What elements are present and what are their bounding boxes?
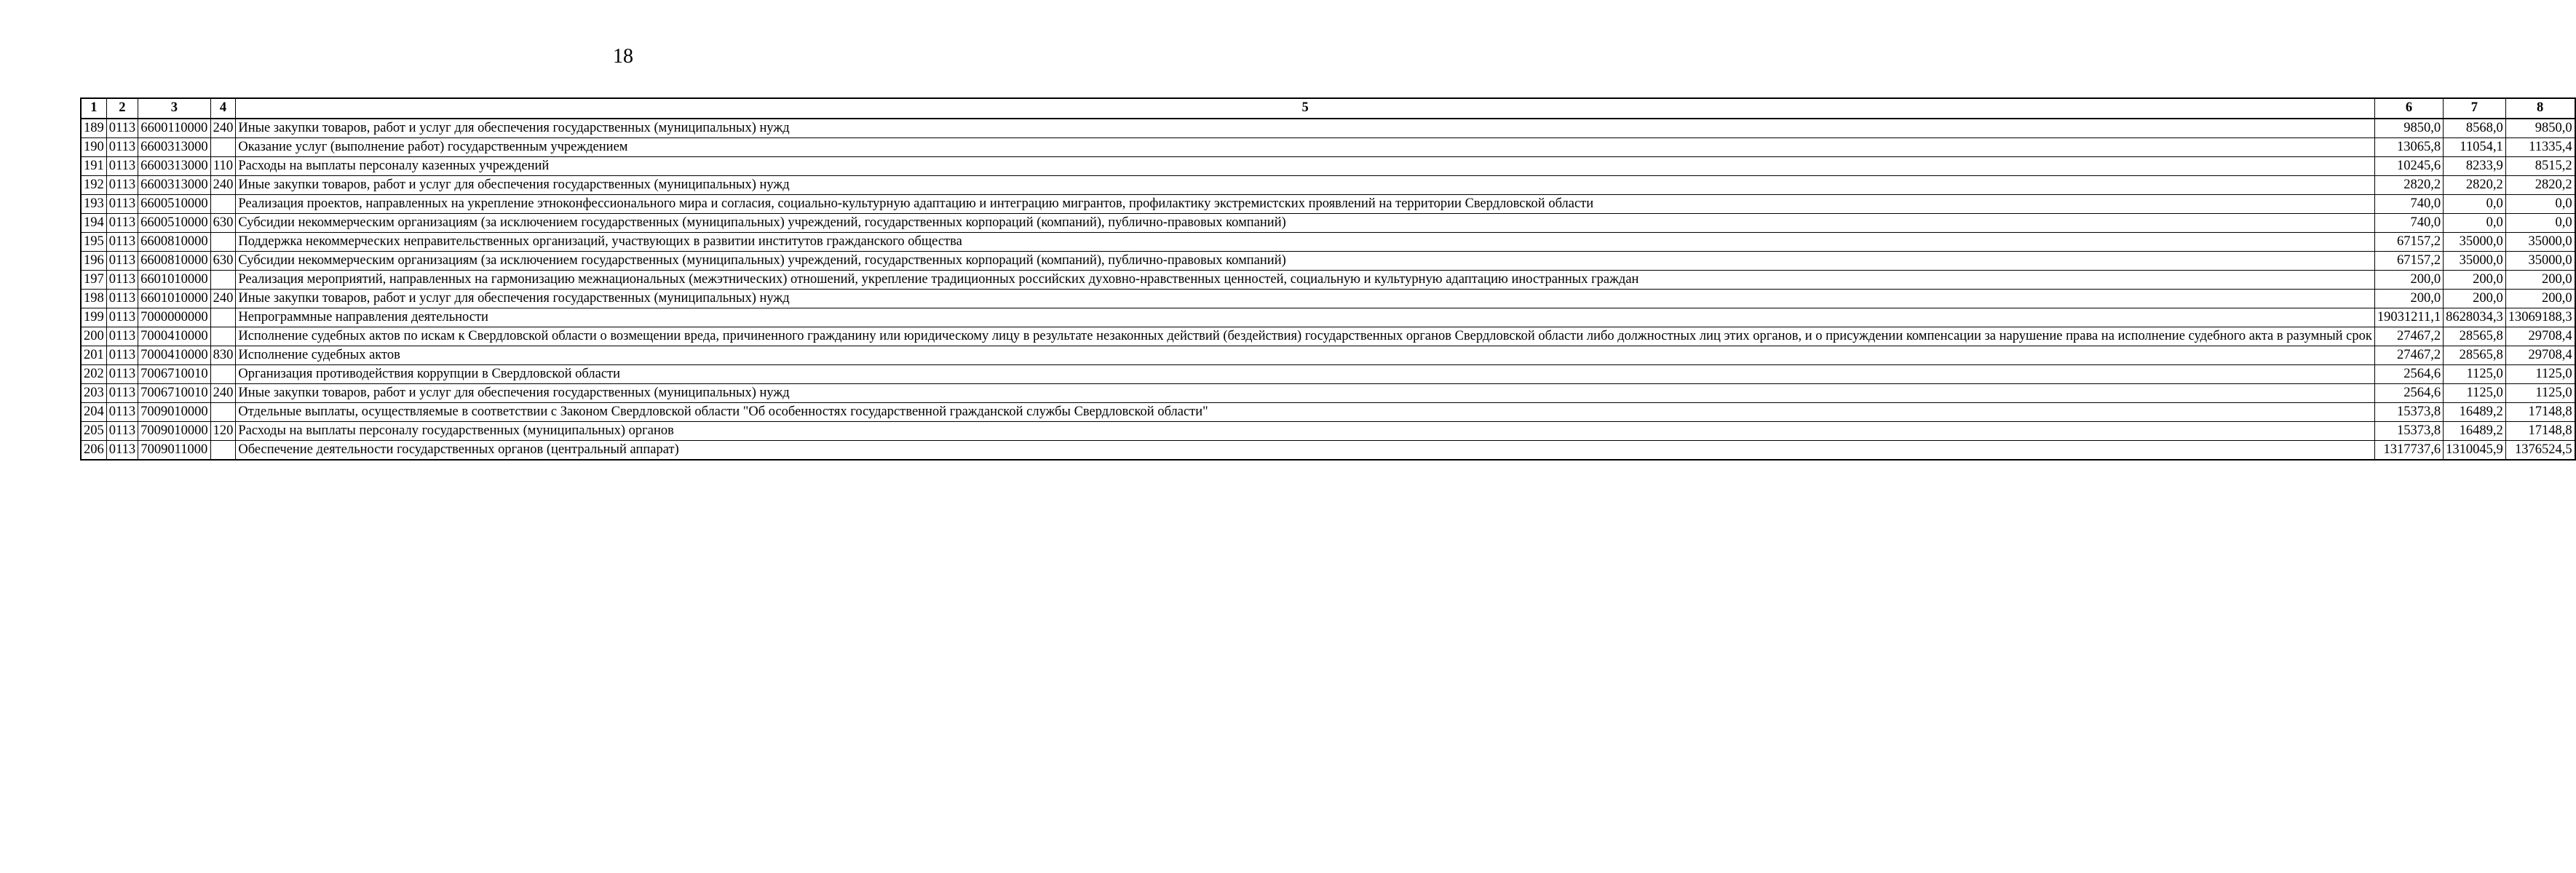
amount-cell: 2564,6 — [2374, 384, 2443, 403]
expense-type-cell — [210, 233, 236, 252]
amount-cell: 28565,8 — [2444, 327, 2506, 346]
target-item-cell: 7000000000 — [138, 308, 211, 327]
section-code-cell: 0113 — [106, 308, 138, 327]
amount-cell: 740,0 — [2374, 195, 2443, 214]
description-cell: Реализация проектов, направленных на укрепление этноконфессионального мира и согласия, социально-культурную адаптацию и интеграцию мигрантов, профилактику экстремистских проявлений на территории Свердловской области — [236, 195, 2375, 214]
column-header: 3 — [138, 98, 211, 119]
amount-cell: 13065,8 — [2374, 138, 2443, 157]
table-row — [81, 138, 2575, 157]
amount-cell: 10245,6 — [2374, 157, 2443, 176]
target-item-cell: 7009011000 — [138, 441, 211, 461]
amount-cell: 200,0 — [2374, 271, 2443, 290]
description-cell: Расходы на выплаты персоналу государственных (муниципальных) органов — [236, 422, 2375, 441]
amount-cell: 1125,0 — [2505, 384, 2575, 403]
expense-type-cell: 240 — [210, 119, 236, 138]
target-item-cell: 6600313000 — [138, 138, 211, 157]
table-body — [81, 119, 2575, 460]
section-code-cell: 0113 — [106, 119, 138, 138]
description-cell: Иные закупки товаров, работ и услуг для обеспечения государственных (муниципальных) нужд — [236, 119, 2375, 138]
amount-cell: 19031211,1 — [2374, 308, 2443, 327]
target-item-cell: 6600110000 — [138, 119, 211, 138]
column-header: 1 — [81, 98, 106, 119]
amount-cell: 200,0 — [2444, 290, 2506, 308]
amount-cell: 15373,8 — [2374, 422, 2443, 441]
table-row — [81, 403, 2575, 422]
target-item-cell: 7006710010 — [138, 384, 211, 403]
expense-type-cell: 240 — [210, 290, 236, 308]
amount-cell: 200,0 — [2374, 290, 2443, 308]
row-number-cell: 189 — [81, 119, 106, 138]
row-number-cell: 192 — [81, 176, 106, 195]
section-code-cell: 0113 — [106, 138, 138, 157]
amount-cell: 67157,2 — [2374, 233, 2443, 252]
description-cell: Субсидии некоммерческим организациям (за исключением государственных (муниципальных) учреждений, государственных корпораций (компаний), публично-правовых компаний) — [236, 214, 2375, 233]
target-item-cell: 7006710010 — [138, 365, 211, 384]
expense-type-cell — [210, 195, 236, 214]
target-item-cell: 6600810000 — [138, 233, 211, 252]
expense-type-cell: 120 — [210, 422, 236, 441]
target-item-cell: 7009010000 — [138, 422, 211, 441]
amount-cell: 200,0 — [2444, 271, 2506, 290]
amount-cell: 1310045,9 — [2444, 441, 2506, 461]
table-header-row — [81, 98, 2575, 119]
section-code-cell: 0113 — [106, 157, 138, 176]
amount-cell: 8628034,3 — [2444, 308, 2506, 327]
row-number-cell: 197 — [81, 271, 106, 290]
target-item-cell: 7000410000 — [138, 327, 211, 346]
target-item-cell: 6600510000 — [138, 214, 211, 233]
amount-cell: 13069188,3 — [2505, 308, 2575, 327]
row-number-cell: 206 — [81, 441, 106, 461]
description-cell: Иные закупки товаров, работ и услуг для обеспечения государственных (муниципальных) нужд — [236, 384, 2375, 403]
table-row — [81, 384, 2575, 403]
row-number-cell: 199 — [81, 308, 106, 327]
amount-cell: 1125,0 — [2444, 365, 2506, 384]
amount-cell: 0,0 — [2505, 195, 2575, 214]
amount-cell: 200,0 — [2505, 271, 2575, 290]
row-number-cell: 196 — [81, 252, 106, 271]
amount-cell: 11335,4 — [2505, 138, 2575, 157]
column-header: 6 — [2374, 98, 2443, 119]
row-number-cell: 200 — [81, 327, 106, 346]
section-code-cell: 0113 — [106, 422, 138, 441]
amount-cell: 35000,0 — [2505, 252, 2575, 271]
section-code-cell: 0113 — [106, 441, 138, 461]
amount-cell: 8233,9 — [2444, 157, 2506, 176]
row-number-cell: 195 — [81, 233, 106, 252]
budget-table — [80, 97, 2576, 461]
row-number-cell: 202 — [81, 365, 106, 384]
row-number-cell: 204 — [81, 403, 106, 422]
section-code-cell: 0113 — [106, 252, 138, 271]
column-header: 7 — [2444, 98, 2506, 119]
expense-type-cell: 110 — [210, 157, 236, 176]
amount-cell: 0,0 — [2505, 214, 2575, 233]
amount-cell: 29708,4 — [2505, 327, 2575, 346]
expense-type-cell — [210, 271, 236, 290]
amount-cell: 8568,0 — [2444, 119, 2506, 138]
section-code-cell: 0113 — [106, 365, 138, 384]
description-cell: Поддержка некоммерческих неправительственных организаций, участвующих в развитии институтов гражданского общества — [236, 233, 2375, 252]
description-cell: Непрограммные направления деятельности — [236, 308, 2375, 327]
expense-type-cell: 630 — [210, 252, 236, 271]
target-item-cell: 6600810000 — [138, 252, 211, 271]
row-number-cell: 198 — [81, 290, 106, 308]
amount-cell: 28565,8 — [2444, 346, 2506, 365]
table-row — [81, 271, 2575, 290]
description-cell: Иные закупки товаров, работ и услуг для обеспечения государственных (муниципальных) нужд — [236, 290, 2375, 308]
amount-cell: 9850,0 — [2505, 119, 2575, 138]
column-header: 2 — [106, 98, 138, 119]
amount-cell: 29708,4 — [2505, 346, 2575, 365]
description-cell: Исполнение судебных актов — [236, 346, 2375, 365]
amount-cell: 15373,8 — [2374, 403, 2443, 422]
table-row — [81, 233, 2575, 252]
amount-cell: 35000,0 — [2505, 233, 2575, 252]
row-number-cell: 201 — [81, 346, 106, 365]
section-code-cell: 0113 — [106, 271, 138, 290]
target-item-cell: 6601010000 — [138, 290, 211, 308]
table-row — [81, 308, 2575, 327]
table-row — [81, 119, 2575, 138]
expense-type-cell: 630 — [210, 214, 236, 233]
description-cell: Обеспечение деятельности государственных органов (центральный аппарат) — [236, 441, 2375, 461]
description-cell: Реализация мероприятий, направленных на гармонизацию межнациональных (межэтнических) отношений, укрепление традиционных российских духовно-нравственных ценностей, социальную и культурную адаптацию иностранных граждан — [236, 271, 2375, 290]
amount-cell: 67157,2 — [2374, 252, 2443, 271]
description-cell: Расходы на выплаты персоналу казенных учреждений — [236, 157, 2375, 176]
amount-cell: 9850,0 — [2374, 119, 2443, 138]
description-cell: Оказание услуг (выполнение работ) государственным учреждением — [236, 138, 2375, 157]
amount-cell: 17148,8 — [2505, 403, 2575, 422]
section-code-cell: 0113 — [106, 346, 138, 365]
expense-type-cell — [210, 308, 236, 327]
target-item-cell: 6600313000 — [138, 157, 211, 176]
amount-cell: 1317737,6 — [2374, 441, 2443, 461]
expense-type-cell — [210, 441, 236, 461]
amount-cell: 2820,2 — [2444, 176, 2506, 195]
description-cell: Иные закупки товаров, работ и услуг для обеспечения государственных (муниципальных) нужд — [236, 176, 2375, 195]
amount-cell: 1125,0 — [2505, 365, 2575, 384]
amount-cell: 200,0 — [2505, 290, 2575, 308]
section-code-cell: 0113 — [106, 195, 138, 214]
section-code-cell: 0113 — [106, 403, 138, 422]
expense-type-cell — [210, 138, 236, 157]
amount-cell: 27467,2 — [2374, 327, 2443, 346]
amount-cell: 2820,2 — [2374, 176, 2443, 195]
column-header: 5 — [236, 98, 2375, 119]
target-item-cell: 7000410000 — [138, 346, 211, 365]
table-row — [81, 346, 2575, 365]
amount-cell: 17148,8 — [2505, 422, 2575, 441]
row-number-cell: 205 — [81, 422, 106, 441]
amount-cell: 2820,2 — [2505, 176, 2575, 195]
table-row — [81, 441, 2575, 461]
section-code-cell: 0113 — [106, 327, 138, 346]
amount-cell: 16489,2 — [2444, 403, 2506, 422]
row-number-cell: 190 — [81, 138, 106, 157]
amount-cell: 16489,2 — [2444, 422, 2506, 441]
section-code-cell: 0113 — [106, 214, 138, 233]
expense-type-cell: 240 — [210, 176, 236, 195]
amount-cell: 11054,1 — [2444, 138, 2506, 157]
section-code-cell: 0113 — [106, 384, 138, 403]
amount-cell: 2564,6 — [2374, 365, 2443, 384]
amount-cell: 8515,2 — [2505, 157, 2575, 176]
row-number-cell: 191 — [81, 157, 106, 176]
row-number-cell: 193 — [81, 195, 106, 214]
table-row — [81, 290, 2575, 308]
table-row — [81, 327, 2575, 346]
target-item-cell: 6601010000 — [138, 271, 211, 290]
target-item-cell: 6600313000 — [138, 176, 211, 195]
table-row — [81, 252, 2575, 271]
table-row — [81, 195, 2575, 214]
table-row — [81, 365, 2575, 384]
amount-cell: 0,0 — [2444, 214, 2506, 233]
target-item-cell: 6600510000 — [138, 195, 211, 214]
expense-type-cell — [210, 403, 236, 422]
expense-type-cell — [210, 327, 236, 346]
amount-cell: 35000,0 — [2444, 233, 2506, 252]
amount-cell: 35000,0 — [2444, 252, 2506, 271]
expense-type-cell — [210, 365, 236, 384]
row-number-cell: 194 — [81, 214, 106, 233]
description-cell: Отдельные выплаты, осуществляемые в соответствии с Законом Свердловской области "Об особенностях государственной гражданской службы Свердловской области" — [236, 403, 2375, 422]
amount-cell: 0,0 — [2444, 195, 2506, 214]
description-cell: Субсидии некоммерческим организациям (за исключением государственных (муниципальных) учреждений, государственных корпораций (компаний), публично-правовых компаний) — [236, 252, 2375, 271]
column-header: 8 — [2505, 98, 2575, 119]
description-cell: Организация противодействия коррупции в Свердловской области — [236, 365, 2375, 384]
amount-cell: 1125,0 — [2444, 384, 2506, 403]
expense-type-cell: 240 — [210, 384, 236, 403]
expense-type-cell: 830 — [210, 346, 236, 365]
section-code-cell: 0113 — [106, 233, 138, 252]
amount-cell: 1376524,5 — [2505, 441, 2575, 461]
row-number-cell: 203 — [81, 384, 106, 403]
page-number: 18 — [613, 45, 633, 68]
table-row — [81, 422, 2575, 441]
target-item-cell: 7009010000 — [138, 403, 211, 422]
description-cell: Исполнение судебных актов по искам к Свердловской области о возмещении вреда, причиненного гражданину или юридическому лицу в результате незаконных действий (бездействия) государственных органов Свердловской области либо должностных лиц этих органов, и о присуждении компенсации за нарушение права на исполнение судебного акта в разумный срок — [236, 327, 2375, 346]
amount-cell: 27467,2 — [2374, 346, 2443, 365]
column-header: 4 — [210, 98, 236, 119]
section-code-cell: 0113 — [106, 290, 138, 308]
section-code-cell: 0113 — [106, 176, 138, 195]
table-row — [81, 214, 2575, 233]
amount-cell: 740,0 — [2374, 214, 2443, 233]
table-row — [81, 176, 2575, 195]
table-row — [81, 157, 2575, 176]
